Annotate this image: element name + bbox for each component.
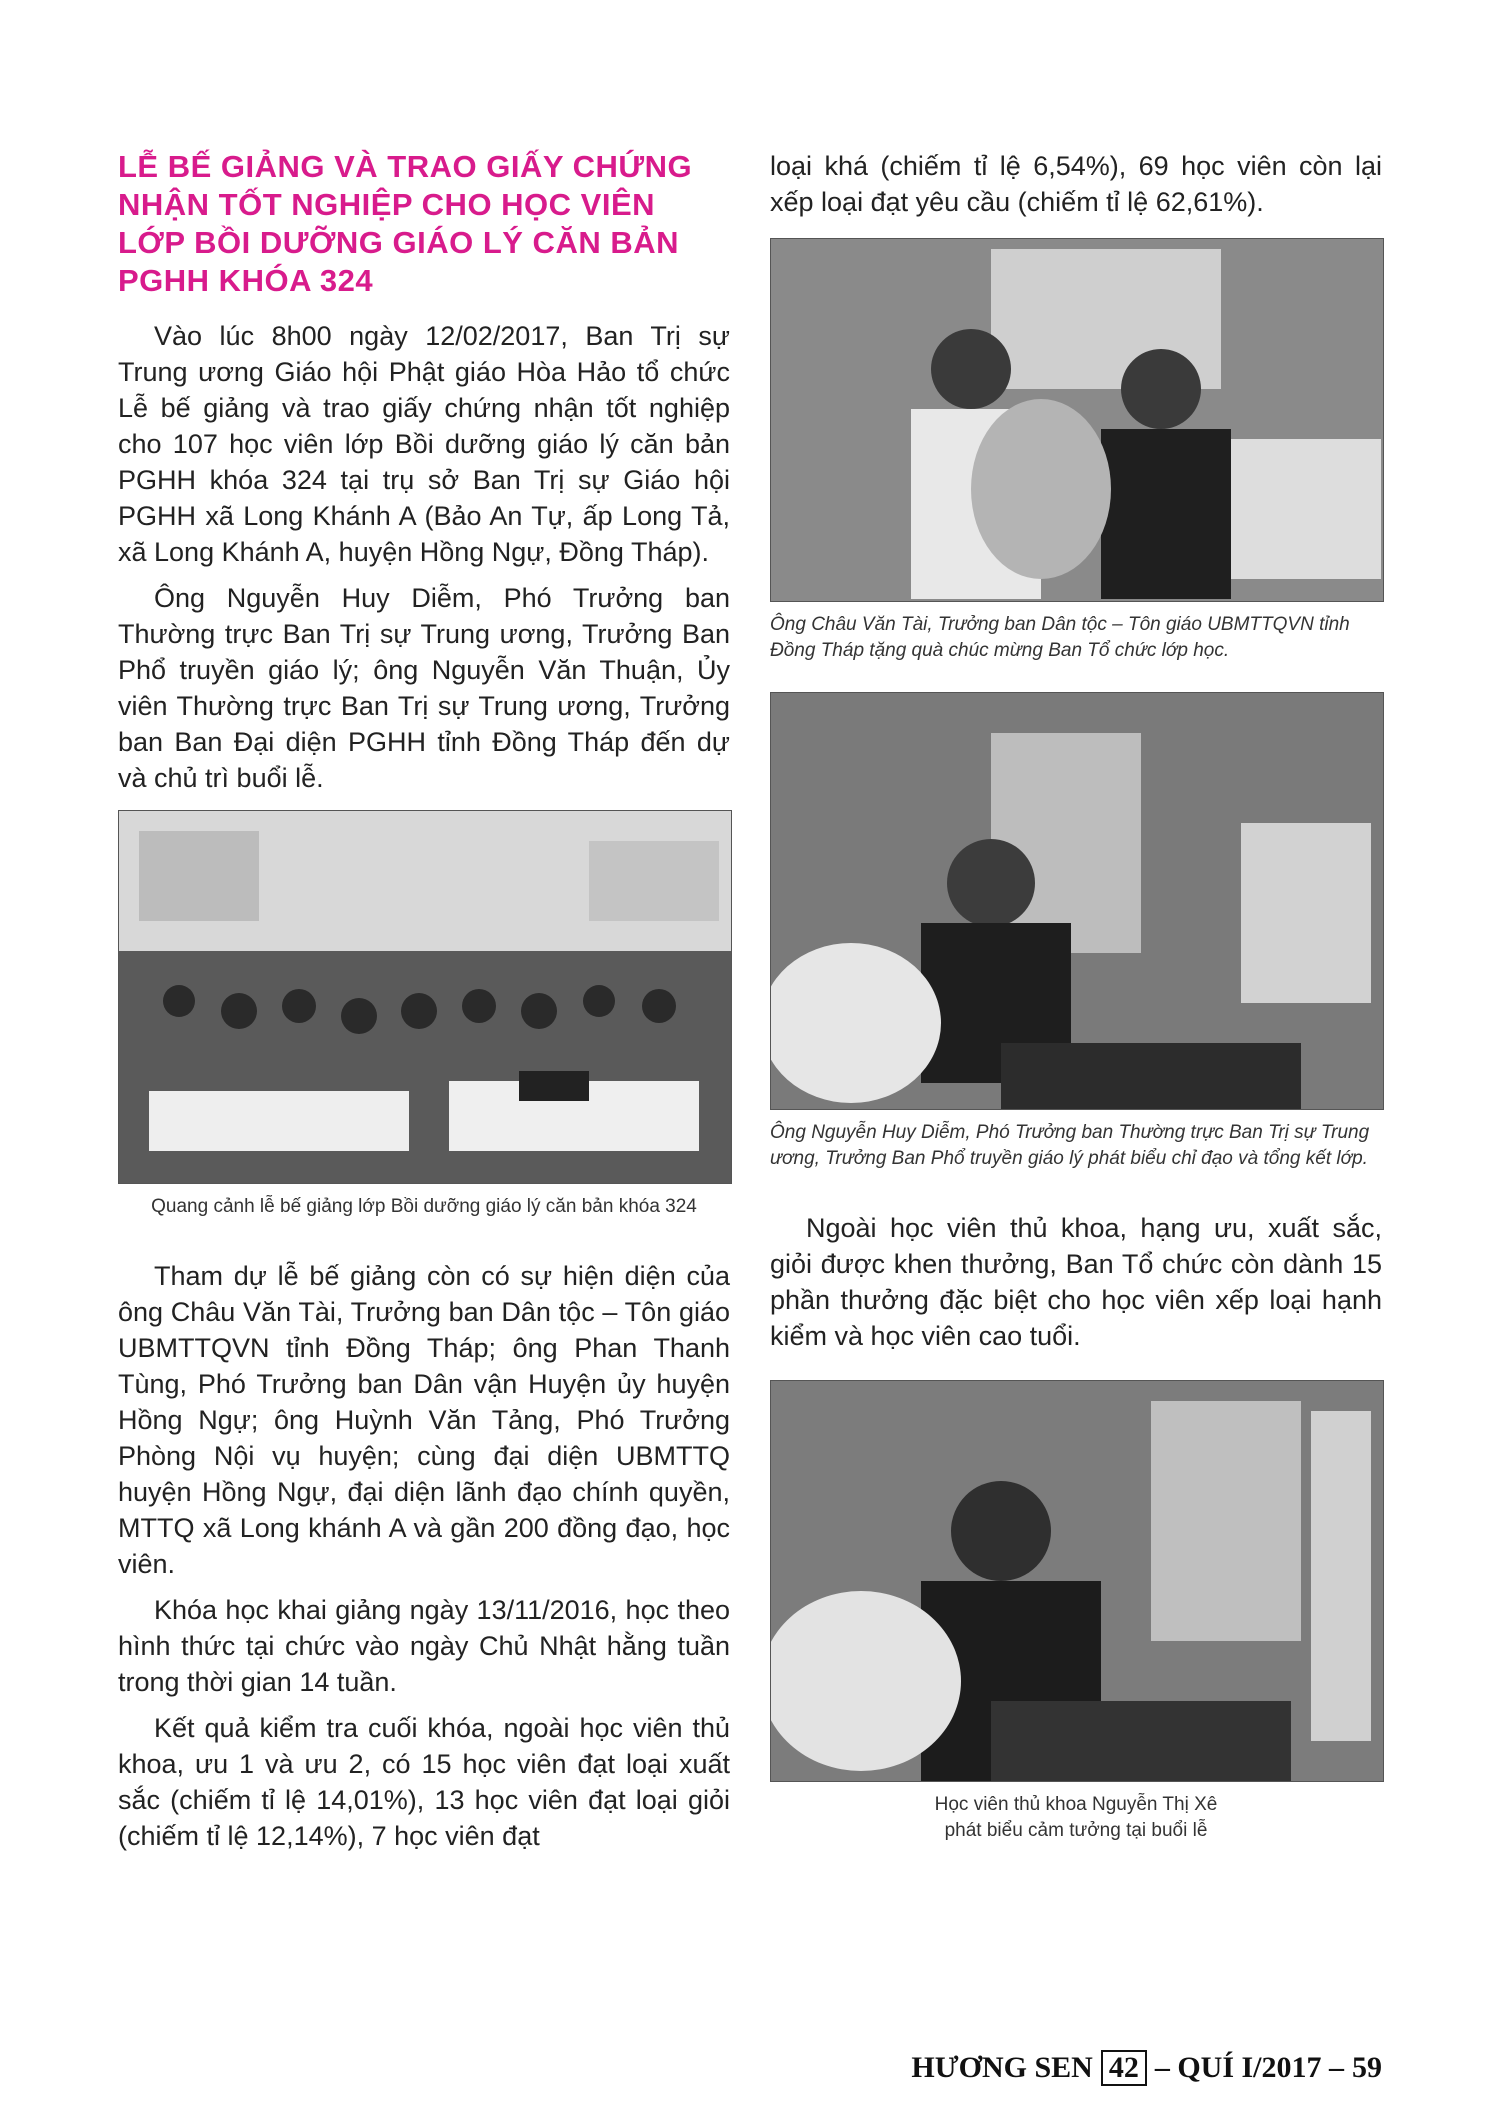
paragraph-3: Tham dự lễ bế giảng còn có sự hiện diện của ông Châu Văn Tài, Trưởng ban Dân tộc – Tôn giáo UBMTTQVN tỉnh Đồng Tháp; ông Phan Thanh Tùng, Phó Trưởng ban Dân vận Huyện ủy huyện Hồng Ngự; ông Huỳnh Văn Tảng, Phó Trưởng Phòng Nội vụ huyện; cùng đại diện UBMTTQ huyện Hồng Ngự, đại diện lãnh đạo chính quyền, MTTQ xã Long khánh A và gần 200 đồng đạo, học viên. bbox=[118, 1261, 730, 1579]
right-column bbox=[770, 148, 1382, 1844]
photo-gift-presentation bbox=[770, 238, 1384, 602]
caption-ceremony-hall: Quang cảnh lễ bế giảng lớp Bồi dưỡng giáo lý căn bản khóa 324 bbox=[151, 1196, 697, 1217]
caption-speech-xe-line2: phát biểu cảm tưởng tại buổi lễ bbox=[944, 1820, 1208, 1841]
gift-presentation-illustration bbox=[771, 239, 1383, 601]
caption-speech-xe-line1: Học viên thủ khoa Nguyễn Thị Xê bbox=[934, 1794, 1218, 1815]
speech-diem-illustration bbox=[771, 693, 1383, 1109]
paragraph-4: Khóa học khai giảng ngày 13/11/2016, học theo hình thức tại chức vào ngày Chủ Nhật hằng tuần trong thời gian 14 tuần. bbox=[118, 1595, 730, 1697]
caption-speech-diem: Ông Nguyễn Huy Diễm, Phó Trưởng ban Thường trực Ban Trị sự Trung ương, Trưởng Ban Phổ truyền giáo lý phát biểu chỉ đạo và tổng kết lớp. bbox=[770, 1122, 1370, 1169]
paragraph-1: Vào lúc 8h00 ngày 12/02/2017, Ban Trị sự Trung ương Giáo hội Phật giáo Hòa Hảo tổ chức Lễ bế giảng và trao giấy chứng nhận tốt nghiệp cho 107 học viên lớp Bồi dưỡng giáo lý căn bản PGHH khóa 324 tại trụ sở Ban Trị sự Giáo hội PGHH xã Long Khánh A (Bảo An Tự, ấp Long Tả, xã Long Khánh A, huyện Hồng Ngự, Đồng Tháp). bbox=[118, 321, 730, 567]
photo-ceremony-hall bbox=[118, 810, 732, 1184]
article-title: LỄ BẾ GIẢNG VÀ TRAO GIẤY CHỨNG NHẬN TỐT NGHIỆP CHO HỌC VIÊN LỚP BỒI DƯỠNG GIÁO LÝ CĂN BẢN PGHH KHÓA 324 bbox=[118, 149, 693, 298]
page-footer bbox=[911, 2050, 1382, 2086]
ceremony-hall-illustration bbox=[119, 811, 731, 1183]
magazine-name: HƯƠNG SEN bbox=[911, 2051, 1093, 2084]
issue-number: 42 bbox=[1101, 2050, 1147, 2086]
paragraph-5: Kết quả kiểm tra cuối khóa, ngoài học viên thủ khoa, ưu 1 và ưu 2, có 15 học viên đạt loại xuất sắc (chiếm tỉ lệ 14,01%), 13 học viên đạt loại giỏi (chiếm tỉ lệ 12,14%), 7 học viên đạt bbox=[118, 1713, 730, 1851]
speech-xe-illustration bbox=[771, 1381, 1383, 1781]
page-number: 59 bbox=[1352, 2051, 1382, 2084]
quarter-label: – QUÍ I/2017 – bbox=[1154, 2051, 1344, 2084]
photo-speech-xe bbox=[770, 1380, 1384, 1782]
paragraph-5-continued: loại khá (chiếm tỉ lệ 6,54%), 69 học viên còn lại xếp loại đạt yêu cầu (chiếm tỉ lệ 62,61%). bbox=[770, 151, 1382, 217]
photo-speech-diem bbox=[770, 692, 1384, 1110]
paragraph-2: Ông Nguyễn Huy Diễm, Phó Trưởng ban Thường trực Ban Trị sự Trung ương, Trưởng Ban Phổ truyền giáo lý; ông Nguyễn Văn Thuận, Ủy viên Thường trực Ban Trị sự Trung ương, Trưởng ban Ban Đại diện PGHH tỉnh Đồng Tháp đến dự và chủ trì buổi lễ. bbox=[118, 583, 730, 793]
caption-gift-presentation: Ông Châu Văn Tài, Trưởng ban Dân tộc – Tôn giáo UBMTTQVN tỉnh Đồng Tháp tặng quà chúc mừng Ban Tổ chức lớp học. bbox=[770, 614, 1350, 661]
left-column bbox=[118, 148, 730, 1864]
paragraph-6: Ngoài học viên thủ khoa, hạng ưu, xuất sắc, giỏi được khen thưởng, Ban Tổ chức còn dành 15 phần thưởng đặc biệt cho học viên xếp loại hạnh kiểm và học viên cao tuổi. bbox=[770, 1213, 1382, 1351]
